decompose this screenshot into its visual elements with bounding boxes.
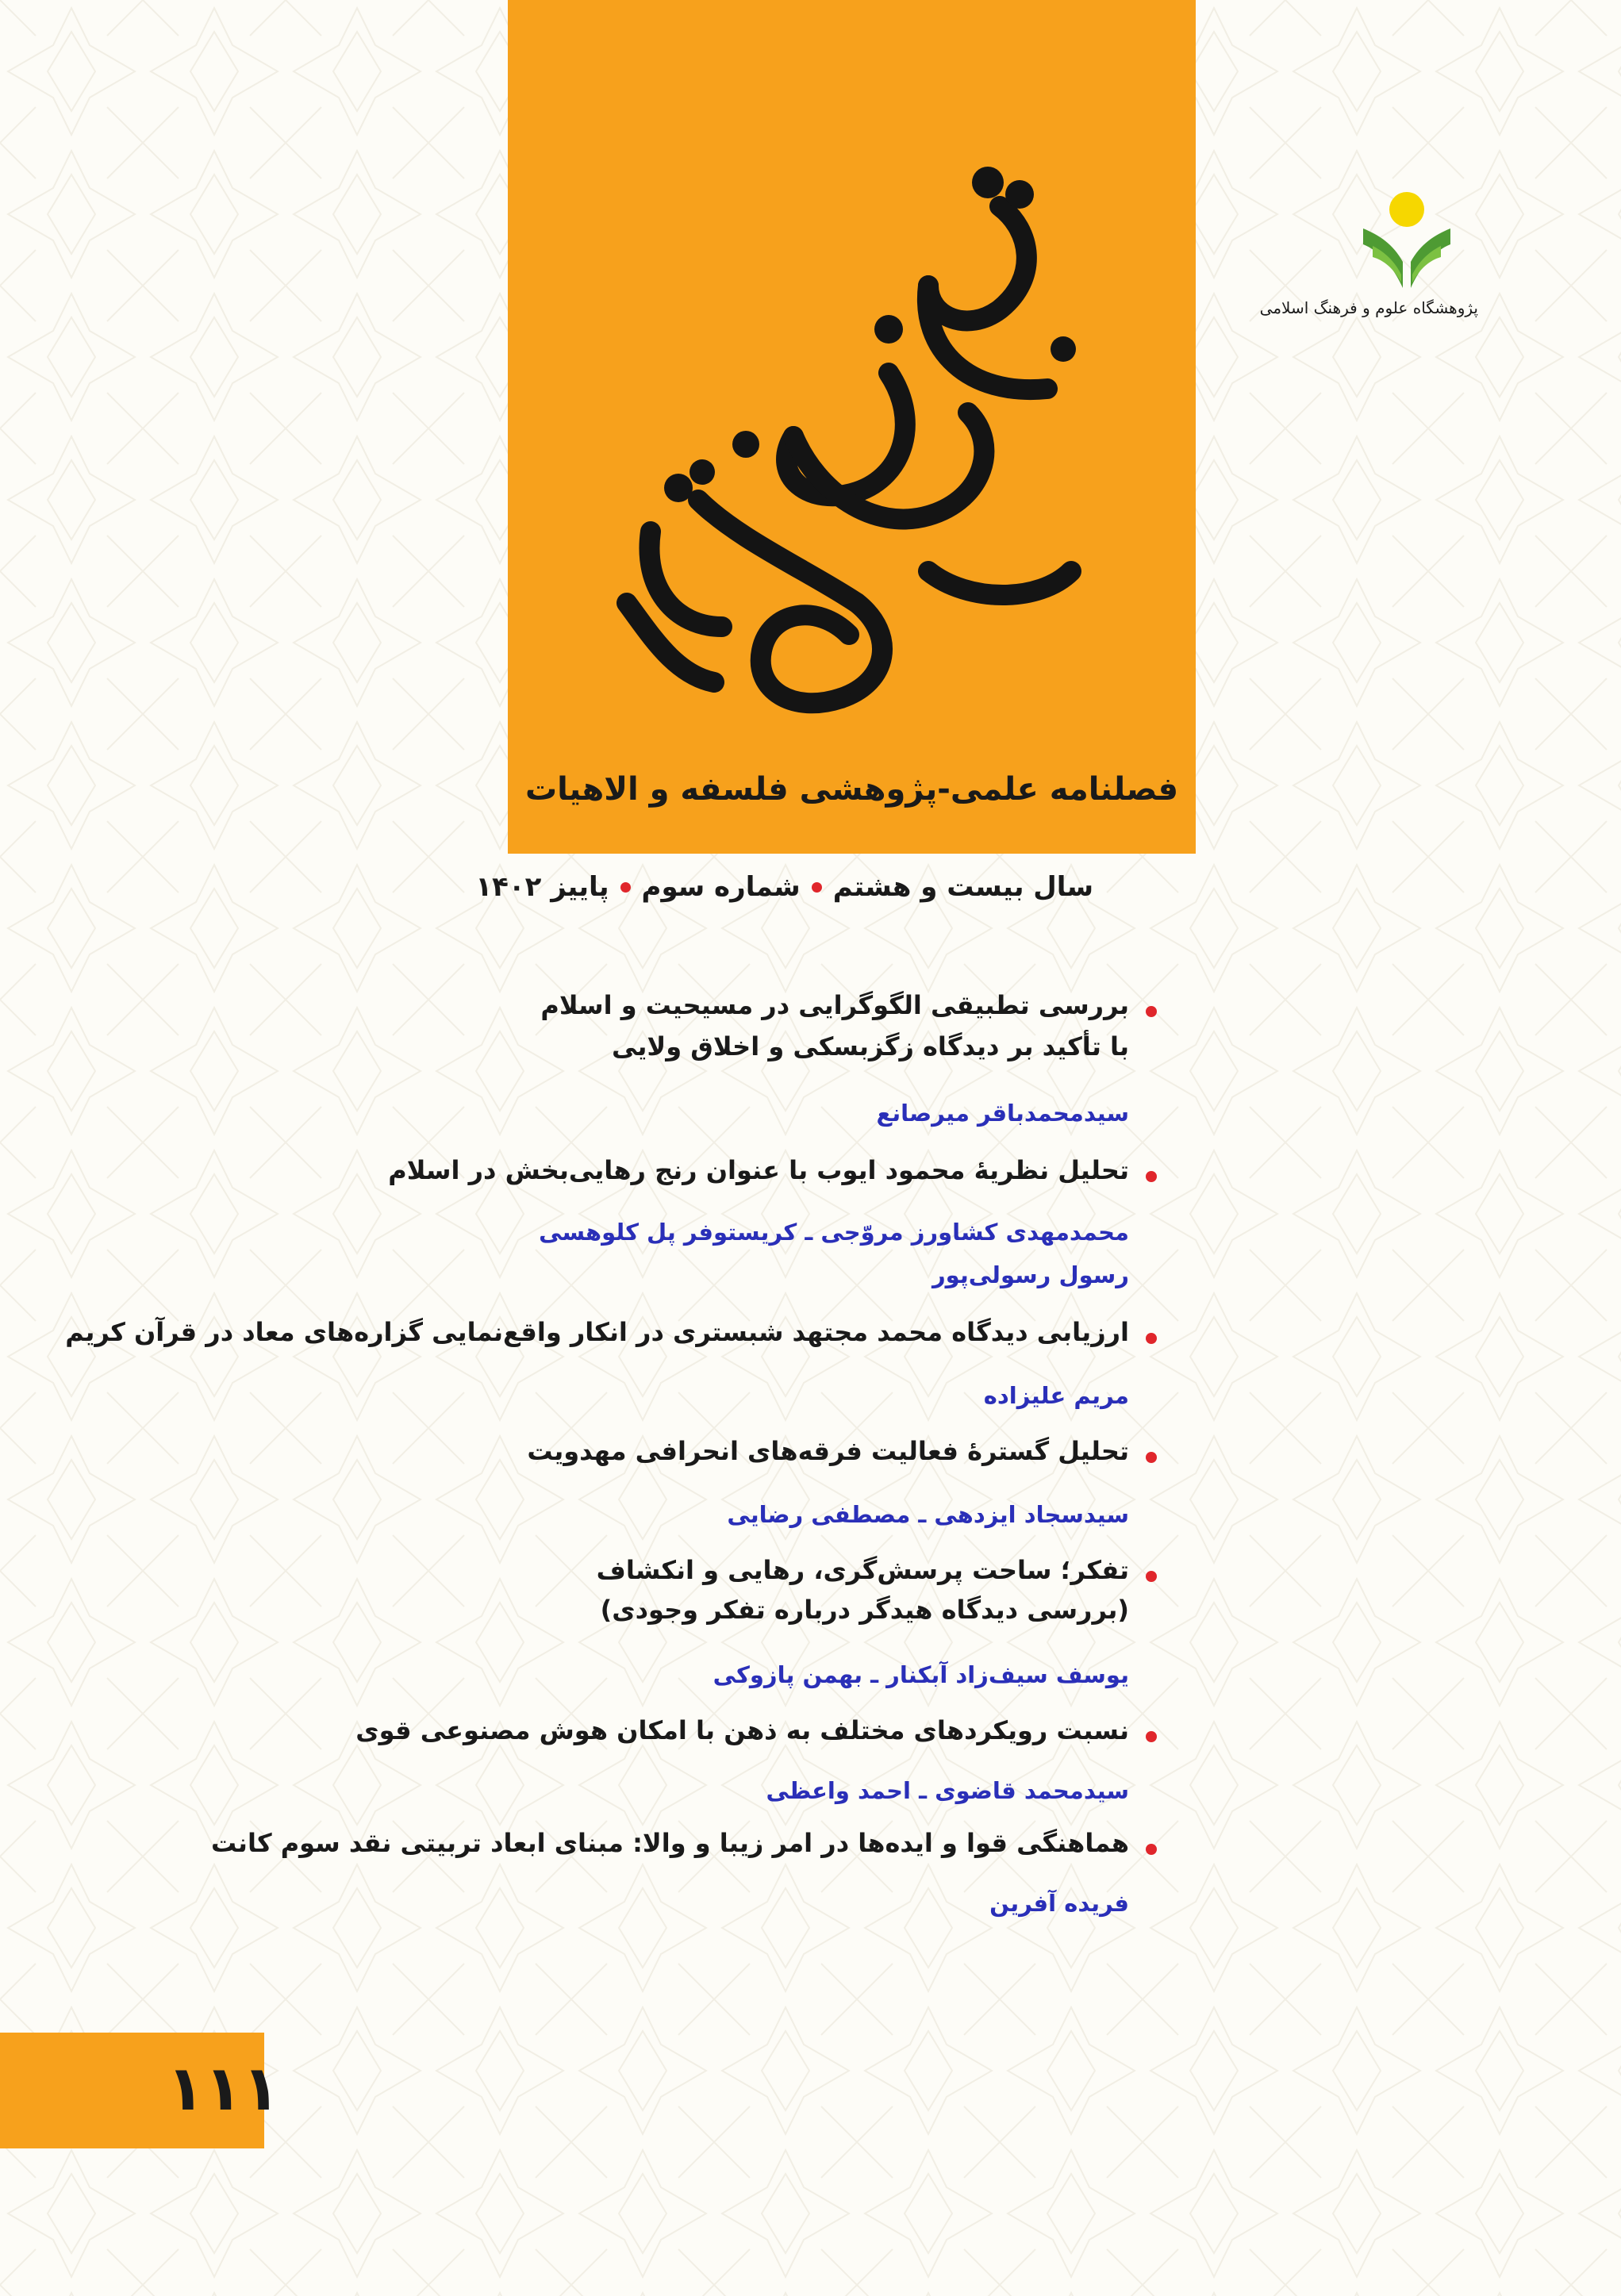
article-title: تحلیل گسترهٔ فعالیت فرقه‌های انحرافی مهدویت (527, 1436, 1129, 1466)
journal-title-block (508, 0, 1196, 854)
journal-title-calligraphy (555, 159, 1143, 762)
bullet-icon (1146, 1006, 1157, 1017)
volume-number-tab (0, 2033, 280, 2148)
issue-season: پاییز ۱۴۰۲ (475, 871, 609, 903)
volume-number: ۱۱۱ (167, 2053, 280, 2125)
separator-dot-icon (812, 882, 822, 893)
article-authors: سیدمحمدباقر میرصانع (876, 1100, 1129, 1127)
bullet-icon (1146, 1844, 1157, 1855)
bullet-icon (1146, 1571, 1157, 1582)
issue-year: سال بیست و هشتم (832, 871, 1093, 903)
article-authors: مریم علیزاده (983, 1382, 1129, 1409)
publisher-name: پژوهشگاه علوم و فرهنگ اسلامی (1259, 298, 1478, 317)
article-authors: سیدمحمد قاضوی ـ احمد واعظی (766, 1777, 1129, 1804)
article-authors: رسول رسولی‌پور (931, 1261, 1129, 1288)
issue-info (475, 871, 1093, 903)
article-authors: محمدمهدی کشاورز مروّجی ـ کریستوفر پل کلوهسی (539, 1219, 1129, 1246)
article-title: ارزیابی دیدگاه محمد مجتهد شبستری در انکار واقع‌نمایی گزاره‌های معاد در قرآن کریم (65, 1317, 1129, 1347)
article-authors: یوسف سیف‌زاد آبکنار ـ بهمن پازوکی (713, 1661, 1129, 1688)
article-title: با تأکید بر دیدگاه زگزبسکی و اخلاق ولایی (612, 1031, 1129, 1062)
article-title: بررسی تطبیقی الگوگرایی در مسیحیت و اسلام (540, 990, 1129, 1020)
bullet-icon (1146, 1171, 1157, 1182)
bullet-icon (1146, 1333, 1157, 1344)
article-title: هماهنگی قوا و ایده‌ها در امر زیبا و والا: مبنای ابعاد تربیتی نقد سوم کانت (211, 1828, 1129, 1858)
bullet-icon (1146, 1731, 1157, 1742)
publisher-logo-icon (1355, 189, 1458, 292)
journal-subtitle: فصلنامه علمی-پژوهشی فلسفه و الاهیات (524, 771, 1179, 808)
publisher-logo (1259, 189, 1478, 347)
bullet-icon (1146, 1452, 1157, 1463)
article-title: تحلیل نظریهٔ محمود ایوب با عنوان رنج رهایی‌بخش در اسلام (388, 1155, 1129, 1185)
article-title: تفکر؛ ساحت پرسش‌گری، رهایی و انکشاف (596, 1555, 1129, 1585)
article-title: (بررسی دیدگاه هیدگر درباره تفکر وجودی) (600, 1595, 1129, 1625)
issue-number: شماره سوم (641, 871, 801, 903)
article-authors: سیدسجاد ایزدهی ـ مصطفی رضایی (727, 1501, 1129, 1528)
article-title: نسبت رویکردهای مختلف به ذهن با امکان هوش مصنوعی قوی (355, 1715, 1129, 1745)
article-authors: فریده آفرین (989, 1890, 1129, 1917)
separator-dot-icon (620, 882, 631, 893)
